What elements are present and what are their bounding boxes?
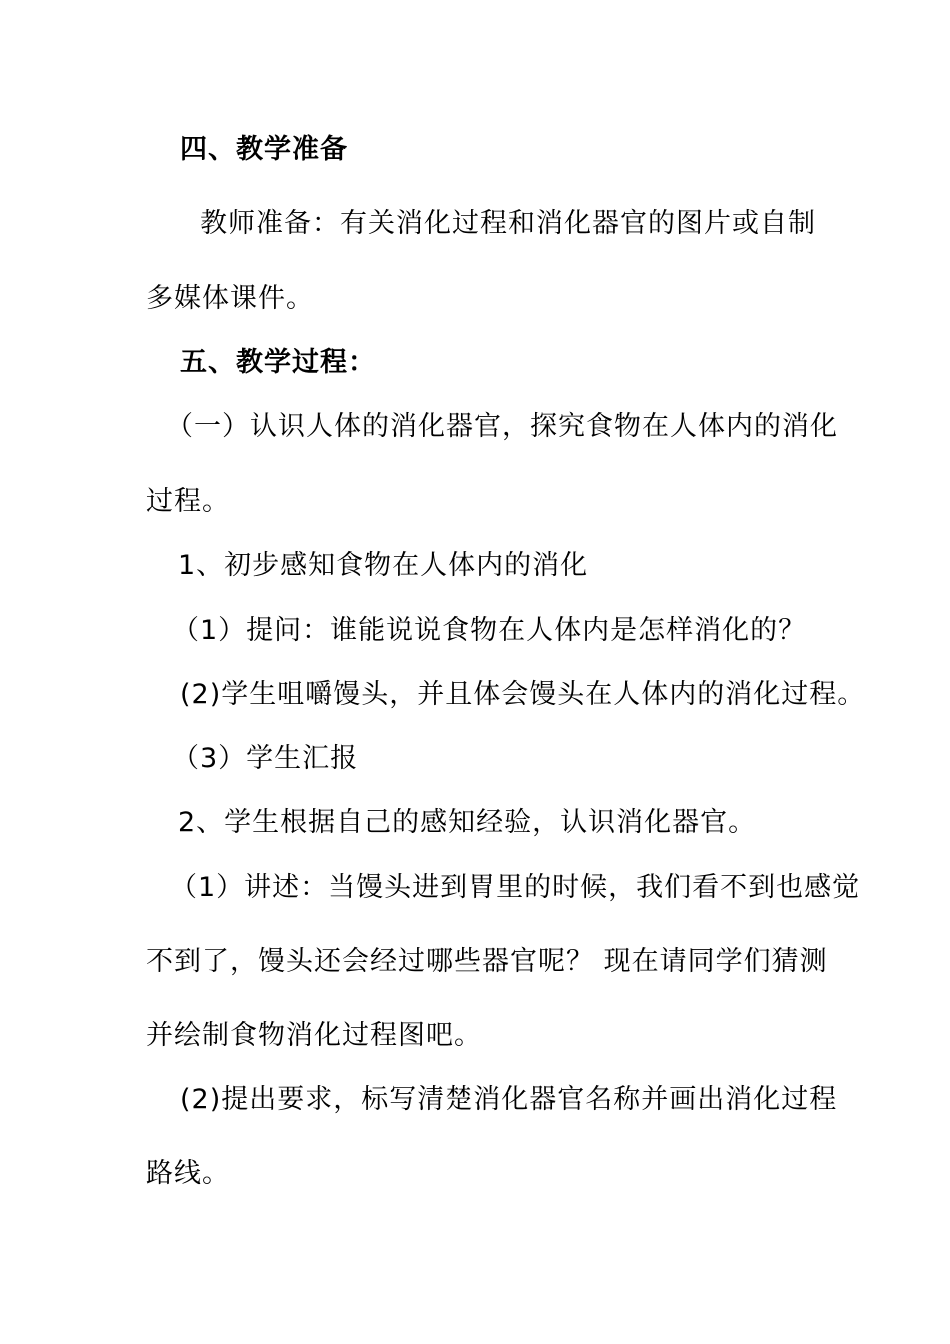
preparation-paragraph-line-2: 多媒体课件。: [146, 283, 314, 314]
step-1-item-3: （3）学生汇报: [172, 743, 359, 774]
step-1-item-1: （1）提问：谁能说说食物在人体内是怎样消化的？: [172, 615, 807, 646]
section-heading-preparation: 四、教学准备: [180, 134, 348, 165]
step-2-item-2-line-2: 路线。: [146, 1158, 230, 1189]
subsection-1-line-1: （一）认识人体的消化器官，探究食物在人体内的消化: [166, 411, 838, 442]
step-1-heading: 1、初步感知食物在人体内的消化: [178, 550, 589, 581]
step-2-item-1-line-3: 并绘制食物消化过程图吧。: [146, 1020, 482, 1051]
step-1-item-2: (2)学生咀嚼馒头，并且体会馒头在人体内的消化过程。: [180, 679, 866, 710]
subsection-1-line-2: 过程。: [146, 486, 230, 517]
section-heading-process: 五、教学过程：: [180, 347, 376, 378]
step-2-item-1-line-2: 不到了，馒头还会经过哪些器官呢？ 现在请同学们猜测: [146, 946, 828, 977]
step-2-item-2-line-1: (2)提出要求，标写清楚消化器官名称并画出消化过程: [180, 1084, 838, 1115]
step-2-heading: 2、学生根据自己的感知经验，认识消化器官。: [178, 807, 757, 838]
preparation-paragraph-line-1: 教师准备：有关消化过程和消化器官的图片或自制: [200, 208, 816, 239]
step-2-item-1-line-1: （1）讲述：当馒头进到胃里的时候，我们看不到也感觉: [170, 872, 861, 903]
